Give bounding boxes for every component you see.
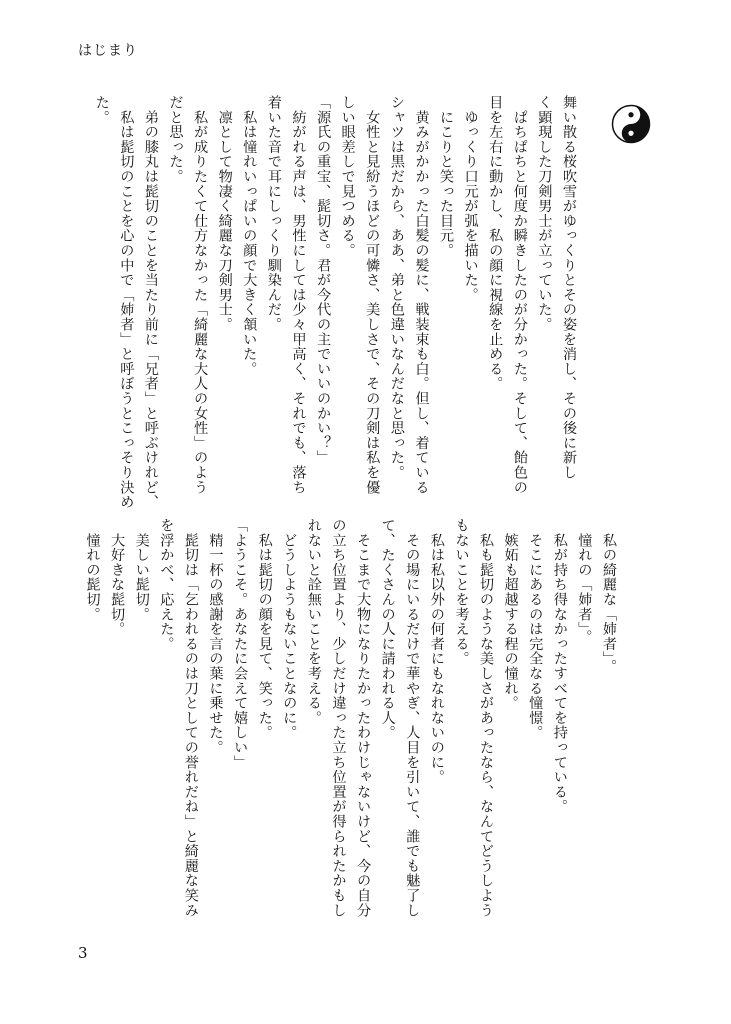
text-line: 私が持ち得なかったすべてを持っている。 (551, 518, 568, 814)
text-line: 大好きな髭切。 (109, 518, 126, 637)
text-line: た。 (93, 95, 110, 125)
text-line: 「源氏の重宝、髭切さ。君が今代の主でいいのかい？」 (315, 95, 332, 465)
text-line: 私が成りたくて仕方なかった「綺麗な大人の女性」のよう (192, 95, 209, 495)
text-line: 私は私以外の何者にもなれないのに。 (428, 518, 445, 785)
running-head: はじまり (78, 43, 138, 59)
text-line: を浮かべ、応えた。 (158, 518, 175, 652)
text-line: その場にいるだけで華やぎ、人目を引いて、誰でも魅了し (404, 518, 421, 918)
text-line: 私は髭切の顔を見て、笑った。 (256, 518, 273, 740)
text-line: 私の綺麗な「姉者」。 (601, 518, 617, 674)
text-line: もないことを考える。 (453, 518, 470, 666)
text-line: 紡がれる声は、男性にしては少々甲高く、それでも、落ち (290, 95, 307, 495)
text-line: 私も髭切のような美しさがあったなら、なんてどうしよう (478, 518, 495, 918)
text-line: そこにあるのは完全なる憧憬。 (527, 518, 544, 740)
text-line: く顕現した刀剣男士が立っていた。 (536, 95, 553, 332)
text-line: ぱちぱちと何度か瞬きしたのが分かった。そして、飴色の (511, 95, 528, 495)
text-line: 弟の膝丸は髭切のことを当たり前に「兄者」と呼ぶけれど、 (142, 95, 159, 510)
text-line: ゆっくり口元が弧を描いた。 (462, 95, 479, 303)
text-line: 精一杯の感謝を言の葉に乗せた。 (207, 518, 224, 755)
text-line: 黄みがかかった白髪の髪に、戦装束も白。但し、着ている (413, 95, 430, 495)
text-line: 「ようこそ。あなたに会えて嬉しい」 (232, 518, 249, 770)
text-line: 憧れの「姉者」。 (576, 518, 593, 645)
text-line: にこりと笑った目元。 (438, 95, 455, 258)
text-line: 着いた音で耳にしっくり馴染んだ。 (265, 95, 282, 332)
text-line: 私は髭切のことを心の中で「姉者」と呼ぼうとこっそり決め (118, 95, 135, 510)
page-number: 3 (78, 944, 88, 962)
text-line: 私は憧れいっぱいの顔で大きく頷いた。 (241, 95, 258, 377)
text-line: 舞い散る桜吹雪がゆっくりとその姿を消し、その後に新し (561, 95, 577, 480)
text-line: 女性と見紛うほどの可憐さ、美しさで、その刀剣は私を優 (364, 95, 381, 495)
text-line: 目を左右に動かし、私の顔に視線を止める。 (487, 95, 504, 391)
lower-text-block (81, 518, 621, 938)
text-line: の立ち位置より、少しだけ違った立ち位置が得られたかもし (330, 518, 347, 918)
text-line: 嫉妬も超越する程の憧れ。 (502, 518, 519, 711)
text-line: 髭切は「乞われるのは刀としての誉れだね」と綺麗な笑み (182, 518, 199, 918)
text-line: だと思った。 (167, 95, 184, 184)
text-line: て、たくさんの人に請われる人。 (379, 518, 396, 740)
text-line: 美しい髭切。 (133, 518, 150, 622)
text-line: そこまで大物になりたかったわけじゃないけど、今の自分 (355, 518, 372, 918)
text-line: シャツは黒だから、ああ、弟と色違いなんだなと思った。 (388, 95, 405, 480)
upper-text-block (81, 95, 581, 515)
text-line: 憧れの髭切。 (84, 518, 101, 622)
text-line: れないと詮無いことを考える。 (305, 518, 322, 726)
text-line: 凛として物凄く綺麗な刀剣男士。 (216, 95, 233, 332)
text-line: どうしようもないことなのに。 (281, 518, 298, 740)
yin-yang-icon (611, 104, 651, 144)
text-line: しい眼差しで見つめる。 (339, 95, 356, 258)
